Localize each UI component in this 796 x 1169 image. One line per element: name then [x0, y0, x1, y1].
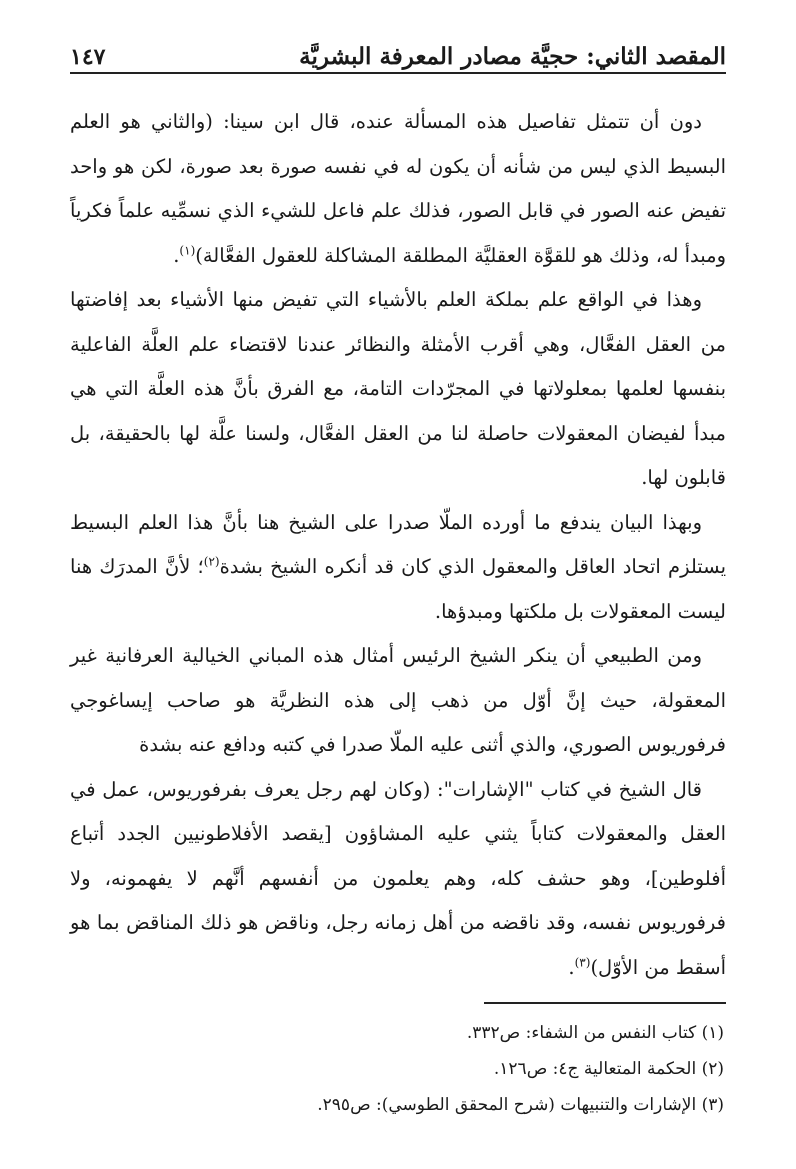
paragraph-text: وهذا في الواقع علم بملكة العلم بالأشياء التي تفيض منها الأشياء بعد إفاضتها من العقل الفعَّال، وهي أقرب الأمثلة والنظائر عندنا لاقتضاء علم العلَّة الفاعلية بنفسها لعلمها بمعلولاتها في المجرّدات التامة، مع الفرق بأنَّ هذه العلَّة التي هي مبدأ لفيضان المعقولات حاصلة لنا من العقل الفعَّال، ولسنا علَّة لها بالحقيقة، بل قابلون لها.	[70, 288, 726, 489]
page-header	[70, 28, 726, 74]
paragraph-text: قال الشيخ في كتاب "الإشارات": (وكان لهم رجل يعرف بفرفوريوس، عمل في العقل والمعقولات كتاباً يثني عليه المشاؤون [يقصد الأفلاطونيين الجدد أتباع أفلوطين]، وهو حشف كله، وهم يعلمون من أنفسهم أنَّهم لا يفهمونه، ولا فرفوريوس نفسه، وقد ناقضه من أهل زمانه رجل، وناقض هو ذلك المناقض بما هو أسقط من الأوّل)	[70, 777, 726, 979]
paragraph-text: دون أن تتمثل تفاصيل هذه المسألة عنده، قال ابن سينا: (والثاني هو العلم البسيط الذي ليس من شأنه أن يكون له في نفسه صورة بعد صورة، لكن هو واحد تفيض عنه الصور في قابل الصور، فذلك علم فاعل للشيء الذي نسمِّيه علماً فكرياً ومبدأ له، وذلك هو للقوَّة العقليَّة المطلقة المشاكلة للعقول الفعَّالة)	[70, 110, 726, 267]
footnote-reference: (٢)	[203, 554, 220, 569]
paragraph	[70, 501, 726, 635]
paragraph	[70, 278, 726, 501]
footnote: (٣) الإشارات والتنبيهات (شرح المحقق الطوسي): ص٢٩٥.	[317, 1095, 724, 1115]
paragraph-text: ومن الطبيعي أن ينكر الشيخ الرئيس أمثال هذه المباني الخيالية العرفانية غير المعقولة، حيث إنَّ أوّل من ذهب إلى هذه النظريَّة هو صاحب إيساغوجي فرفوريوس الصوري، والذي أثنى عليه الملّا صدرا في كتبه ودافع عنه بشدة	[70, 644, 726, 756]
paragraph	[70, 768, 726, 991]
footnote-reference: (١)	[179, 243, 196, 257]
footnote-reference: (٣)	[574, 955, 591, 969]
paragraph	[70, 634, 726, 768]
footnote: (٢) الحكمة المتعالية ج٤: ص١٢٦.	[493, 1059, 724, 1079]
running-title: المقصد الثاني: حجيَّة مصادر المعرفة البشريَّة	[299, 43, 726, 70]
paragraph-tail: .	[173, 243, 180, 267]
footnote-separator	[484, 1002, 726, 1004]
paragraph-tail: ؛ لأنَّ المدرَك هنا ليست المعقولات بل ملكتها ومبدؤها.	[70, 555, 726, 623]
paragraph-text: وبهذا البيان يندفع ما أورده الملّا صدرا على الشيخ هنا بأنَّ هذا العلم البسيط يستلزم اتحاد العاقل والمعقول الذي كان قد أنكره الشيخ بشدة	[70, 510, 727, 578]
page-number: ١٤٧	[70, 44, 106, 70]
book-page	[70, 0, 726, 1169]
footnotes	[70, 1015, 726, 1123]
paragraph-tail: .	[568, 955, 575, 979]
footnote: (١) كتاب النفس من الشفاء: ص٣٣٢.	[466, 1023, 724, 1043]
paragraph	[70, 100, 726, 278]
body-text	[70, 100, 726, 990]
